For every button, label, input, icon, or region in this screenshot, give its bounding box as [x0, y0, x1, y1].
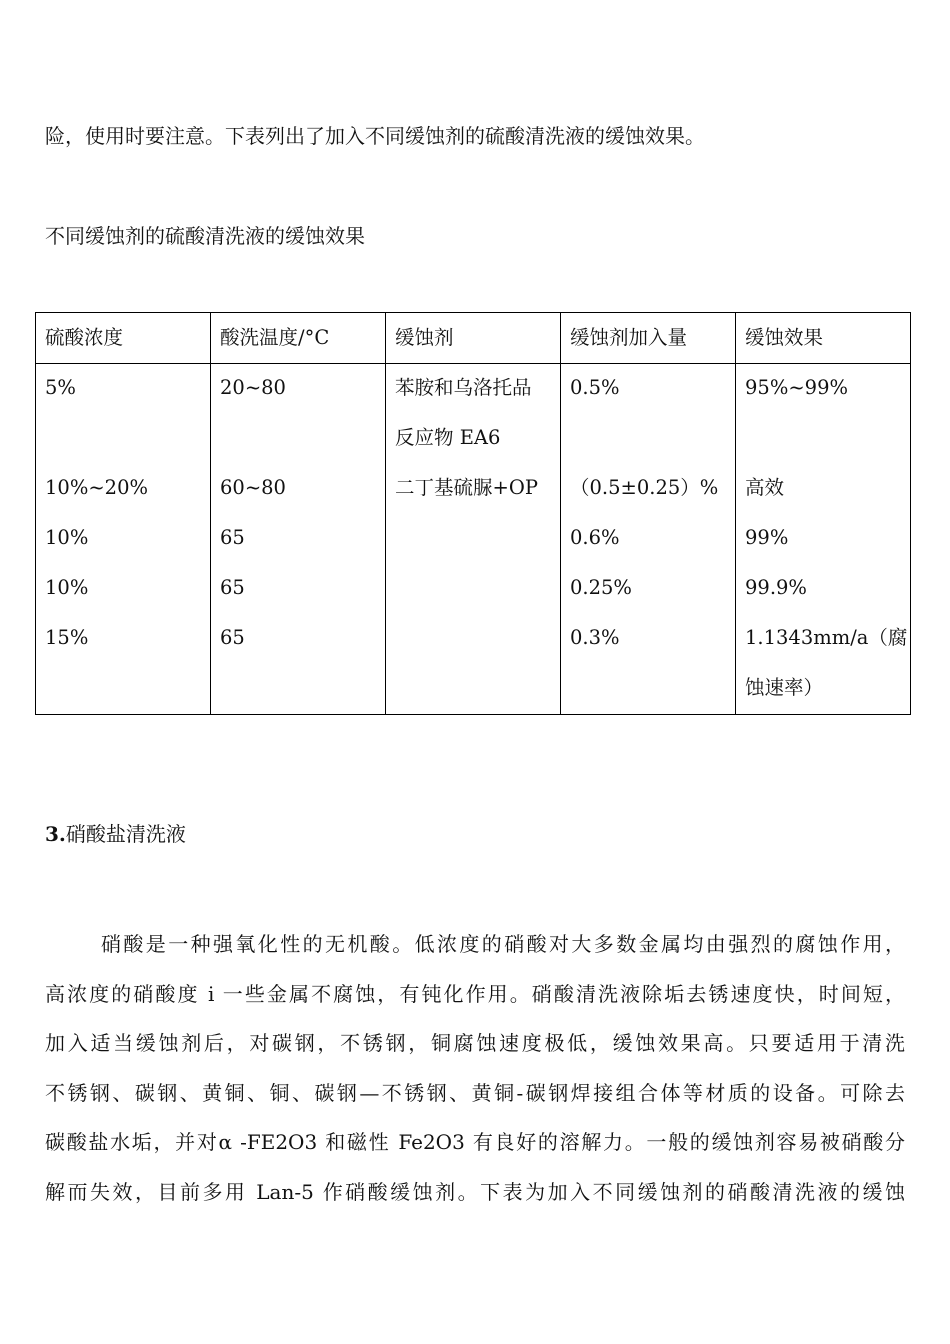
- table-cell: 65: [220, 526, 245, 549]
- table-cell: [570, 664, 729, 714]
- section-title: 硝酸盐清洗液: [65, 822, 186, 846]
- column-inhibitor-dosage: [561, 364, 736, 715]
- table-cell: [45, 414, 204, 464]
- paragraph-line: 解而失效，目前多用 Lan-5 作硝酸缓蚀剂。下表为加入不同缓蚀剂的硝酸清洗液的缓蚀: [45, 1179, 905, 1204]
- table-cell: 95%~99%: [745, 376, 849, 399]
- paragraph-line: 碳酸盐水垢，并对α -FE2O3 和磁性 Fe2O3 有良好的溶解力。一般的缓蚀剂容易被硝酸分: [45, 1130, 905, 1154]
- table-cell: 苯胺和乌洛托品: [395, 376, 532, 399]
- table-cell: [395, 614, 554, 664]
- table-cell: [570, 414, 729, 464]
- table-cell: 0.25%: [570, 576, 632, 599]
- header-wash-temperature: 酸洗温度/°C: [211, 313, 386, 364]
- table-cell: [220, 414, 379, 464]
- table-cell: （0.5±0.25）%: [570, 476, 719, 499]
- table-cell: 10%: [45, 576, 89, 599]
- table-cell: 10%~20%: [45, 476, 149, 499]
- table-cell: 60~80: [220, 476, 286, 499]
- table-caption: 不同缓蚀剂的硫酸清洗液的缓蚀效果: [45, 224, 365, 248]
- table-cell: 0.3%: [570, 626, 620, 649]
- header-inhibition-effect: 缓蚀效果: [736, 313, 911, 364]
- table-cell: [220, 664, 379, 714]
- column-inhibition-effect: [736, 364, 911, 715]
- table-cell: 蚀速率）: [745, 676, 824, 699]
- section-number: 3.: [45, 822, 66, 846]
- table-cell: 15%: [45, 626, 89, 649]
- table-cell: [745, 414, 904, 464]
- column-inhibitor: [386, 364, 561, 715]
- table-cell: [395, 514, 554, 564]
- table-cell: 99%: [745, 526, 789, 549]
- paragraph-line: 硝酸是一种强氧化性的无机酸。低浓度的硝酸对大多数金属均由强烈的腐蚀作用，: [101, 932, 905, 956]
- table-cell: 65: [220, 576, 245, 599]
- table-cell: 1.1343mm/a（腐: [745, 626, 908, 649]
- table-cell: [395, 564, 554, 614]
- table-cell: 99.9%: [745, 576, 807, 599]
- header-acid-concentration: 硫酸浓度: [36, 313, 211, 364]
- table-cell: 5%: [45, 376, 76, 399]
- paragraph-line: 加入适当缓蚀剂后，对碳钢，不锈钢，铜腐蚀速度极低，缓蚀效果高。只要适用于清洗: [45, 1031, 905, 1055]
- paragraph-line: 不锈钢、碳钢、黄铜、铜、碳钢—不锈钢、黄铜-碳钢焊接组合体等材质的设备。可除去: [45, 1080, 905, 1105]
- column-acid-concentration: [36, 364, 211, 715]
- corrosion-inhibitor-table: [35, 312, 911, 715]
- table-cell: 二丁基硫脲+OP: [395, 476, 538, 499]
- column-wash-temperature: [211, 364, 386, 715]
- section-heading: [45, 820, 905, 848]
- body-paragraph: [45, 920, 905, 1217]
- table-cell: [395, 664, 554, 714]
- header-inhibitor: 缓蚀剂: [386, 313, 561, 364]
- table-cell: 65: [220, 626, 245, 649]
- table-cell: 高效: [745, 476, 785, 499]
- header-inhibitor-dosage: 缓蚀剂加入量: [561, 313, 736, 364]
- table-cell: 20~80: [220, 376, 286, 399]
- table-cell: [45, 664, 204, 714]
- table-cell: 10%: [45, 526, 89, 549]
- paragraph-line: 高浓度的硝酸度 i 一些金属不腐蚀，有钝化作用。硝酸清洗液除垢去锈速度快，时间短，: [45, 981, 905, 1006]
- table-body-row: [36, 364, 911, 715]
- table-header-row: [36, 313, 911, 364]
- table-cell: 0.6%: [570, 526, 620, 549]
- intro-paragraph: 险，使用时要注意。下表列出了加入不同缓蚀剂的硫酸清洗液的缓蚀效果。: [45, 124, 705, 148]
- table-cell: 反应物 EA6: [395, 426, 501, 449]
- table-cell: 0.5%: [570, 376, 620, 399]
